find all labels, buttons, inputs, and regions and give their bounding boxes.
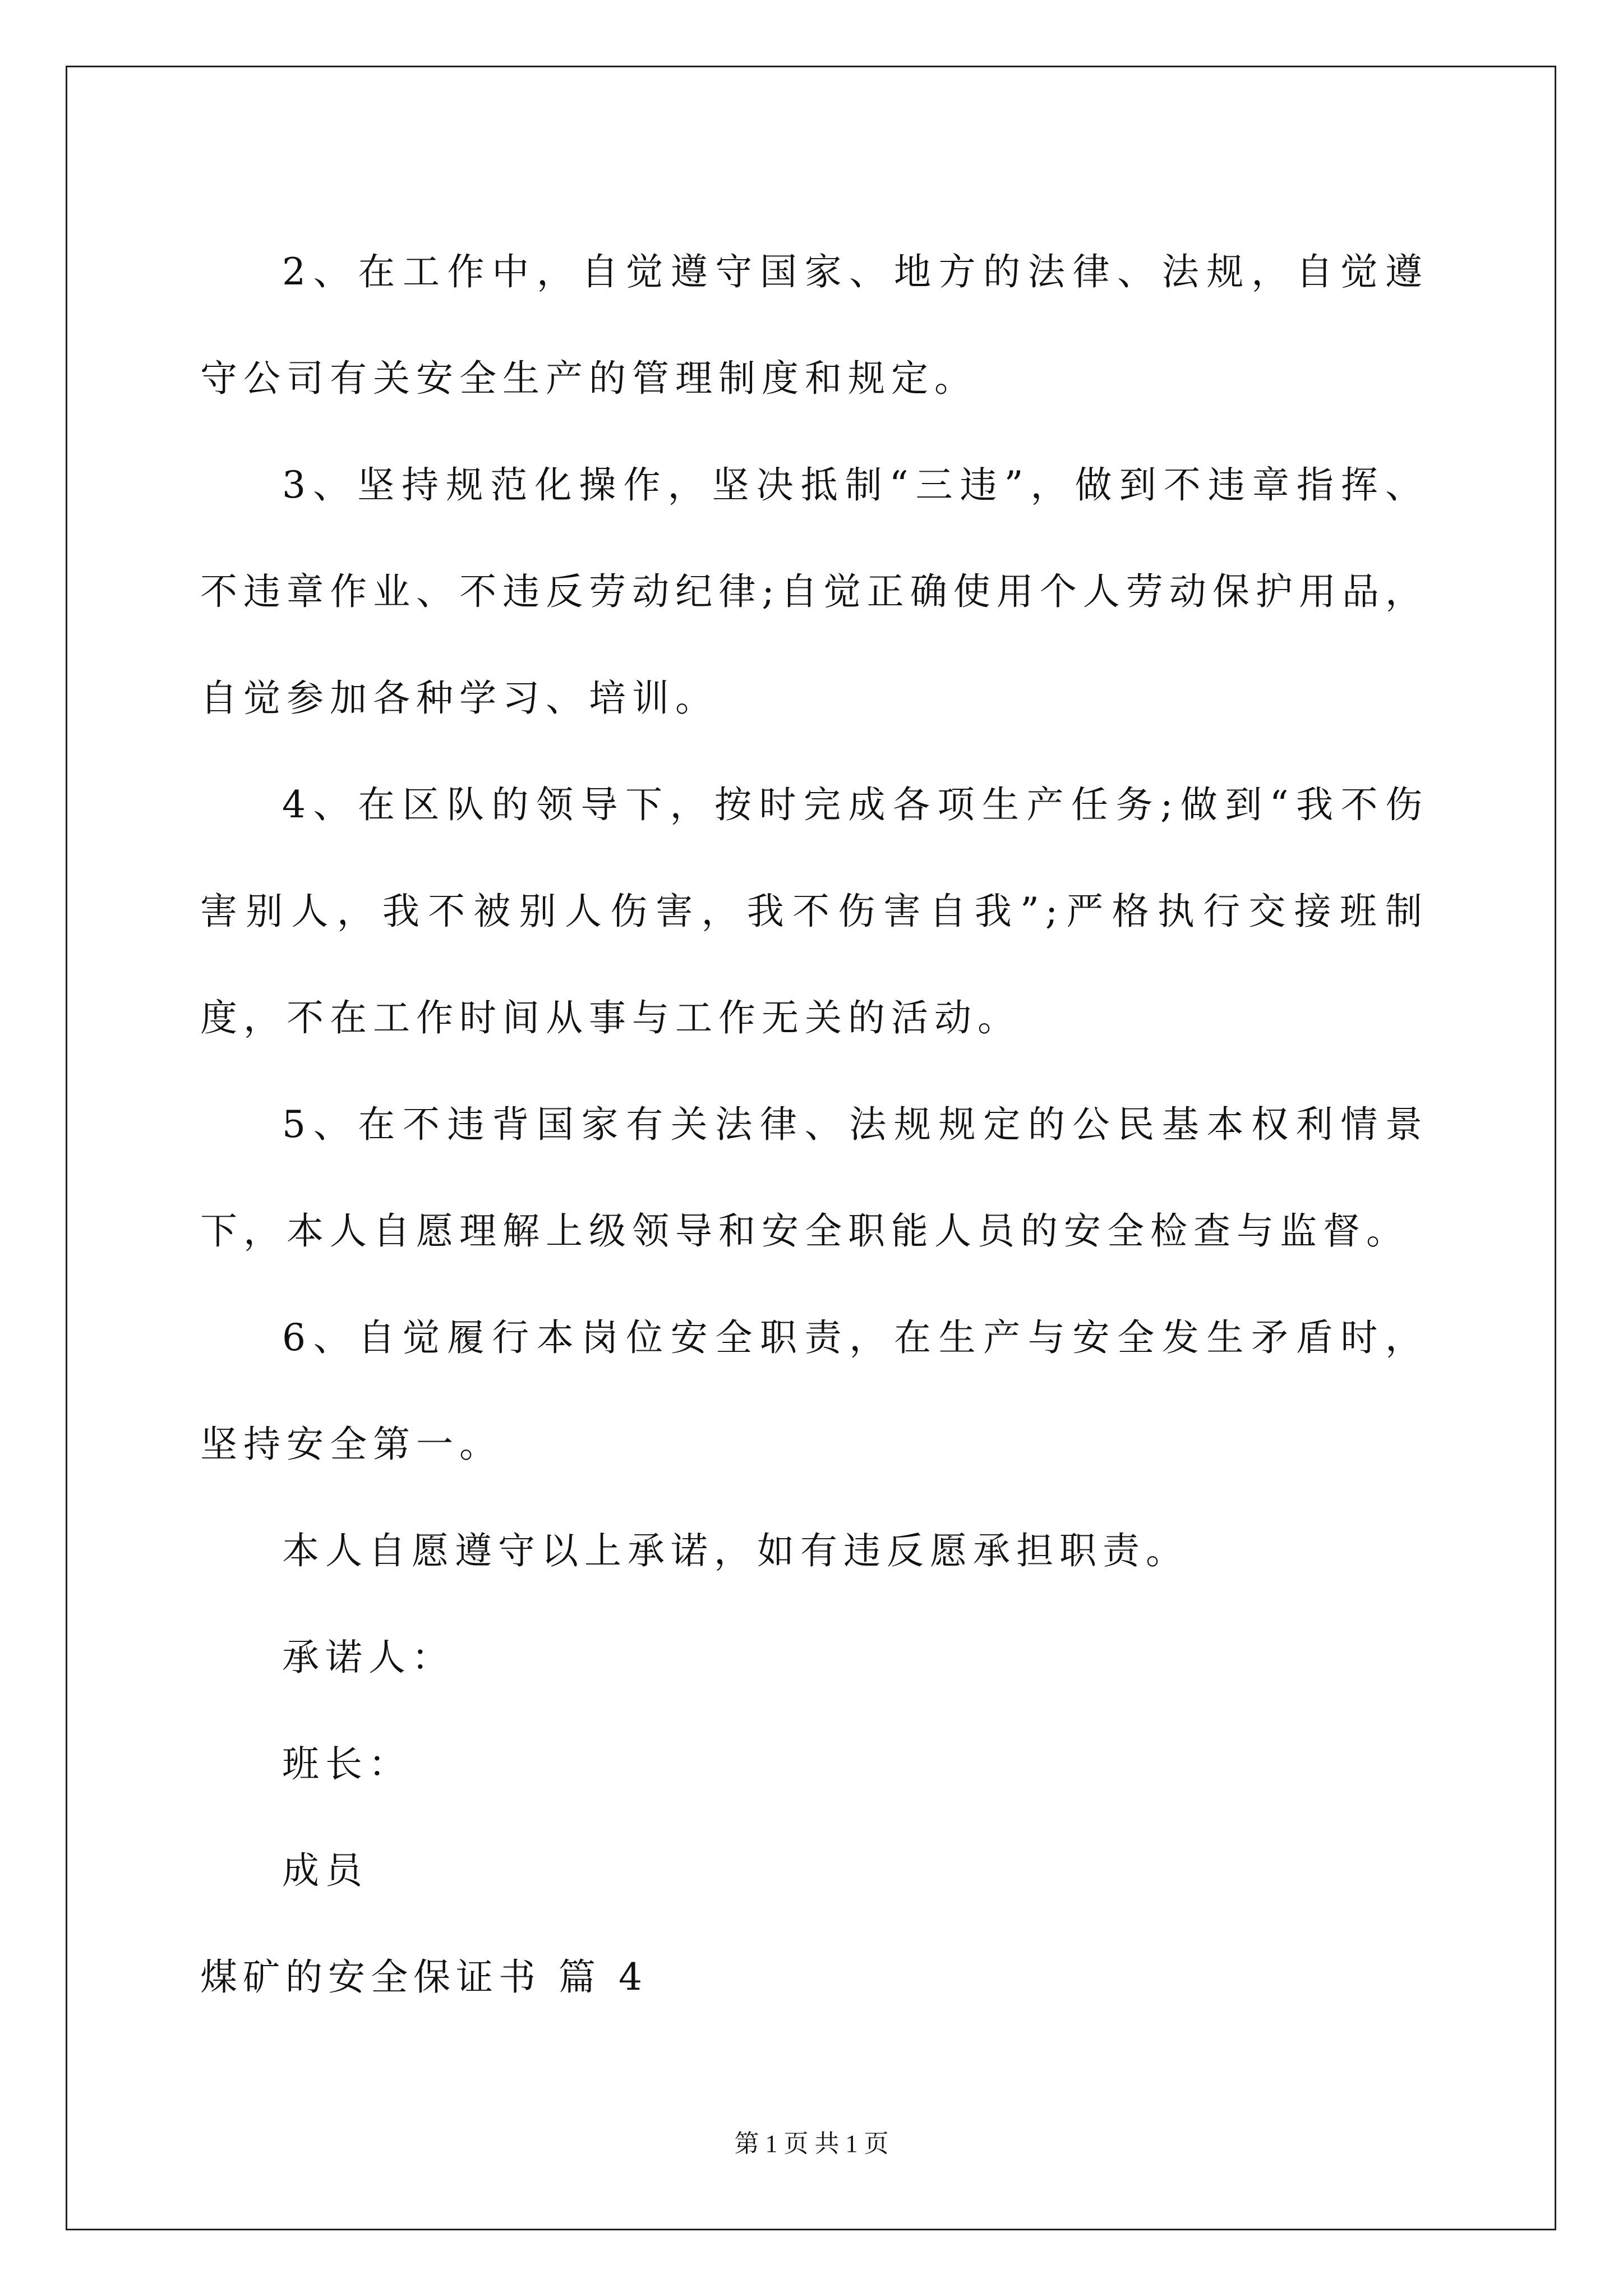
commitment-statement: 本人自愿遵守以上承诺，如有违反愿承担职责。 xyxy=(282,1529,1189,1572)
document-body xyxy=(200,219,1428,2031)
paragraph-item-6: 6、自觉履行本岗位安全职责，在生产与安全发生矛盾时，坚持安全第一。 xyxy=(200,1316,1428,1466)
section-title: 煤矿的安全保证书 篇 4 xyxy=(200,1955,648,1999)
paragraph-item-5: 5、在不违背国家有关法律、法规规定的公民基本权利情景下，本人自愿理解上级领导和安全职能人员的安全检查与监督。 xyxy=(200,1103,1428,1253)
paragraph-item-4: 4、在区队的领导下，按时完成各项生产任务;做到“我不伤害别人，我不被别人伤害，我不伤害自我”;严格执行交接班制度，不在工作时间从事与工作无关的活动。 xyxy=(200,783,1428,1039)
paragraph-item-2: 2、在工作中，自觉遵守国家、地方的法律、法规，自觉遵守公司有关安全生产的管理制度和规定。 xyxy=(200,250,1428,400)
promisor-label: 承诺人： xyxy=(282,1636,455,1679)
paragraph-item-3: 3、坚持规范化操作，坚决抵制“三违”，做到不违章指挥、不违章作业、不违反劳动纪律;自觉正确使用个人劳动保护用品，自觉参加各种学习、培训。 xyxy=(200,463,1428,720)
members-label: 成员 xyxy=(282,1849,368,1892)
page-footer: 第 1 页 共 1 页 xyxy=(734,2130,889,2157)
team-leader-label: 班长： xyxy=(282,1742,412,1786)
